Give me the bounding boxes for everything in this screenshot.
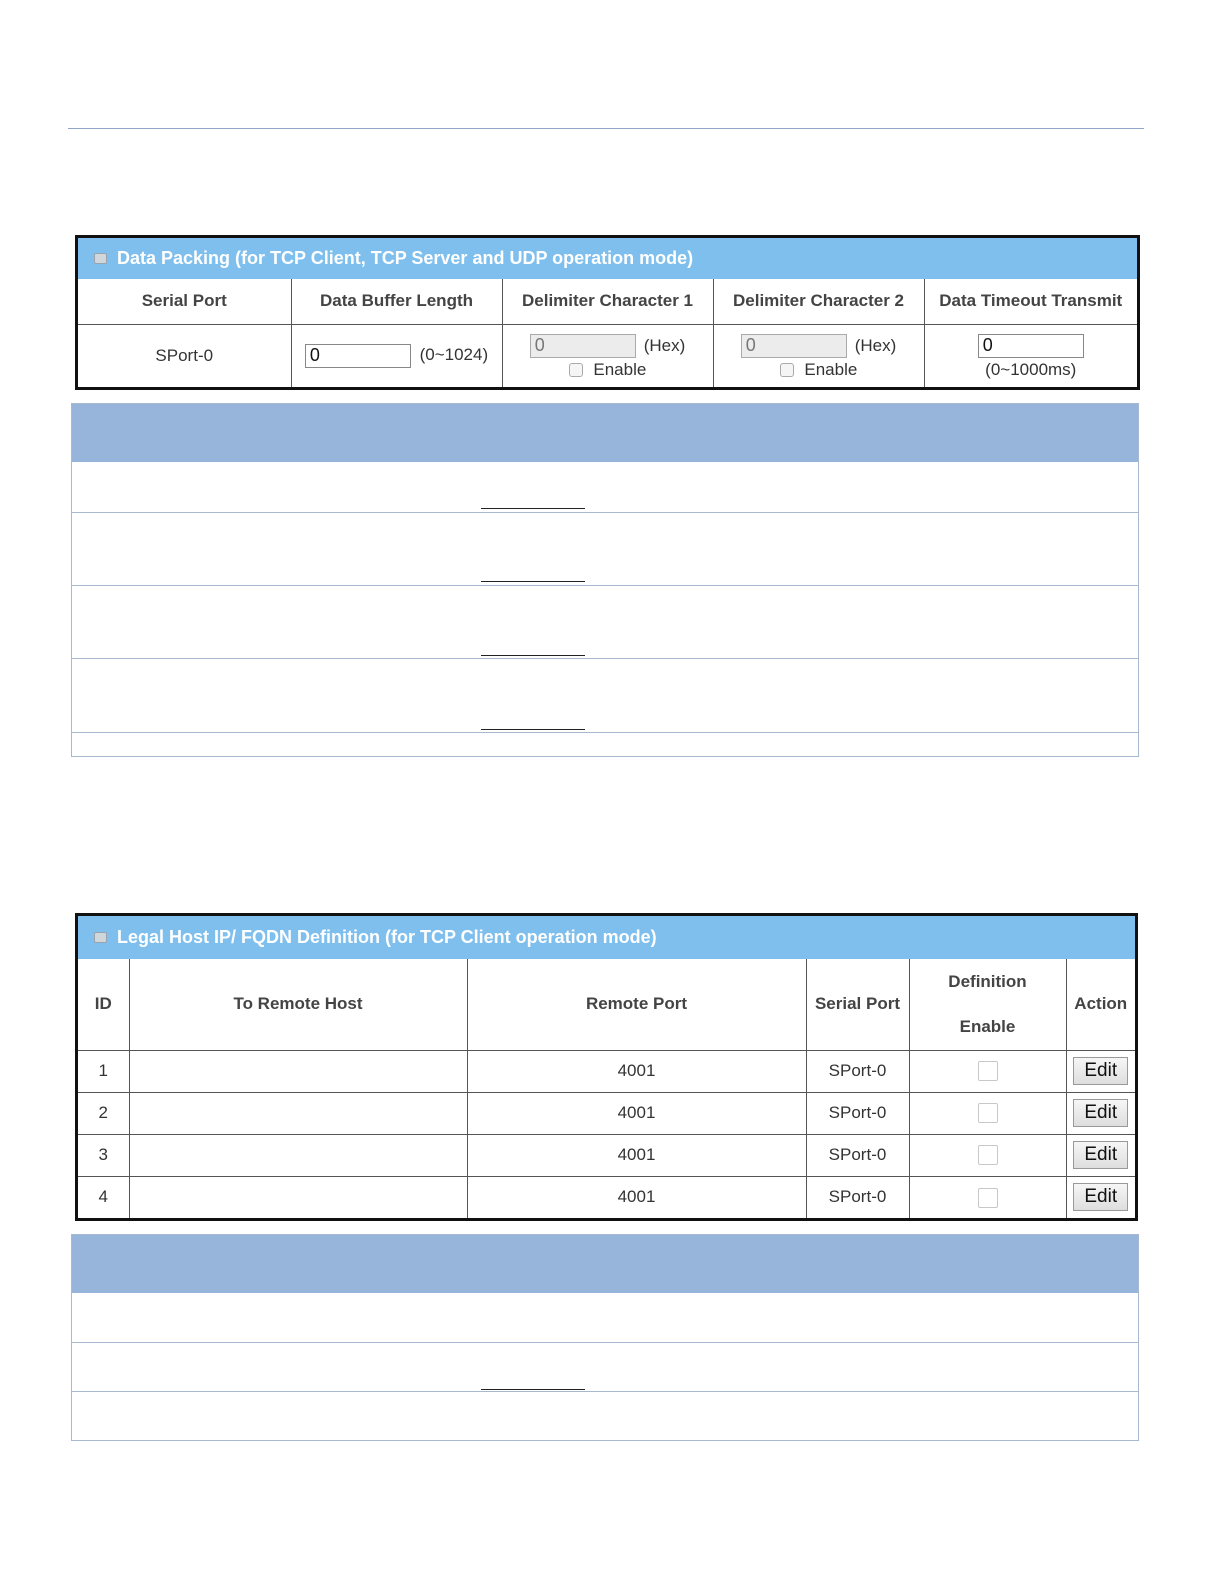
edit-button[interactable]: Edit: [1073, 1183, 1128, 1211]
data-packing-table: [78, 279, 1137, 387]
col-definition-line1: Definition: [948, 972, 1027, 992]
description-row: [72, 1391, 1138, 1440]
data-packing-panel: [75, 235, 1140, 390]
row-action-cell: [1066, 1134, 1135, 1176]
col-id: ID: [78, 959, 129, 1050]
delimiter-2-input[interactable]: [741, 334, 847, 358]
description-row: [72, 585, 1138, 658]
description-row: [72, 462, 1138, 512]
row-id: 1: [78, 1050, 129, 1092]
col-delimiter-2: Delimiter Character 2: [713, 279, 924, 324]
col-remote-port: Remote Port: [467, 959, 806, 1050]
delimiter-1-input[interactable]: [530, 334, 636, 358]
buffer-range-hint: (0~1024): [419, 345, 489, 365]
blank-underline: [481, 655, 585, 656]
row-action-cell: [1066, 1092, 1135, 1134]
col-serial-port: Serial Port: [806, 959, 909, 1050]
description-row: [72, 658, 1138, 732]
row-enable-checkbox[interactable]: [978, 1103, 998, 1123]
header-rule: [68, 128, 1144, 129]
timeout-input[interactable]: [978, 334, 1084, 358]
col-data-timeout: Data Timeout Transmit: [924, 279, 1137, 324]
col-definition-line2: Enable: [959, 1017, 1016, 1037]
delimiter-2-hex-label: (Hex): [854, 335, 897, 355]
timeout-range-hint: (0~1000ms): [985, 359, 1077, 379]
legal-host-panel: [75, 913, 1138, 1221]
description-table-1-header: [72, 404, 1138, 462]
description-table-2-header: [72, 1235, 1138, 1293]
description-table-1: [71, 403, 1139, 757]
edit-button[interactable]: Edit: [1073, 1057, 1128, 1085]
row-id: 4: [78, 1176, 129, 1218]
description-row: [72, 512, 1138, 585]
description-row: [72, 1293, 1138, 1342]
data-packing-title: [78, 238, 1137, 279]
row-serial-port: SPort-0: [806, 1092, 909, 1134]
row-id: 3: [78, 1134, 129, 1176]
row-enable-cell: [909, 1092, 1066, 1134]
row-enable-checkbox[interactable]: [978, 1145, 998, 1165]
blank-underline: [481, 508, 585, 509]
buffer-length-input[interactable]: [305, 344, 411, 368]
row-enable-checkbox[interactable]: [978, 1188, 998, 1208]
table-row: [78, 1050, 1135, 1092]
table-row: [78, 1176, 1135, 1218]
panel-bullet-icon: [94, 253, 107, 264]
edit-button[interactable]: Edit: [1073, 1099, 1128, 1127]
row-serial-port: SPort-0: [806, 1176, 909, 1218]
row-remote-host: [129, 1134, 467, 1176]
table-row: [78, 1134, 1135, 1176]
row-remote-host: [129, 1092, 467, 1134]
row-remote-port: 4001: [467, 1176, 806, 1218]
delimiter-1-enable-checkbox[interactable]: [569, 363, 583, 377]
row-remote-port: 4001: [467, 1092, 806, 1134]
description-row: [72, 732, 1138, 756]
delimiter-2-enable-checkbox[interactable]: [780, 363, 794, 377]
row-serial-port: SPort-0: [806, 1134, 909, 1176]
row-remote-host: [129, 1176, 467, 1218]
col-delimiter-1: Delimiter Character 1: [502, 279, 713, 324]
col-data-buffer-length: Data Buffer Length: [291, 279, 502, 324]
buffer-cell: [291, 324, 502, 387]
delimiter-2-enable-label: Enable: [804, 359, 858, 379]
table-row: [78, 1092, 1135, 1134]
col-serial-port: Serial Port: [78, 279, 291, 324]
row-serial-port: SPort-0: [806, 1050, 909, 1092]
row-action-cell: [1066, 1176, 1135, 1218]
row-enable-cell: [909, 1050, 1066, 1092]
edit-button[interactable]: Edit: [1073, 1141, 1128, 1169]
row-remote-port: 4001: [467, 1050, 806, 1092]
blank-underline: [481, 1389, 585, 1390]
delimiter-1-enable-label: Enable: [593, 359, 647, 379]
row-enable-checkbox[interactable]: [978, 1061, 998, 1081]
serial-port-value: SPort-0: [78, 324, 291, 387]
data-packing-title-text: Data Packing (for TCP Client, TCP Server and UDP operation mode): [117, 248, 694, 268]
row-enable-cell: [909, 1176, 1066, 1218]
blank-underline: [481, 581, 585, 582]
timeout-cell: [924, 324, 1137, 387]
description-table-2: [71, 1234, 1139, 1441]
col-remote-host: To Remote Host: [129, 959, 467, 1050]
delimiter-1-hex-label: (Hex): [643, 335, 686, 355]
row-remote-host: [129, 1050, 467, 1092]
delimiter-2-cell: [713, 324, 924, 387]
description-row: [72, 1342, 1138, 1391]
blank-underline: [481, 729, 585, 730]
row-enable-cell: [909, 1134, 1066, 1176]
legal-host-title-text: Legal Host IP/ FQDN Definition (for TCP Client operation mode): [117, 927, 657, 947]
col-action: Action: [1066, 959, 1135, 1050]
legal-host-title: [78, 916, 1135, 959]
delimiter-1-cell: [502, 324, 713, 387]
legal-host-table: [78, 959, 1135, 1218]
panel-bullet-icon: [94, 932, 107, 943]
row-id: 2: [78, 1092, 129, 1134]
row-remote-port: 4001: [467, 1134, 806, 1176]
row-action-cell: [1066, 1050, 1135, 1092]
col-definition-enable: [909, 959, 1066, 1050]
